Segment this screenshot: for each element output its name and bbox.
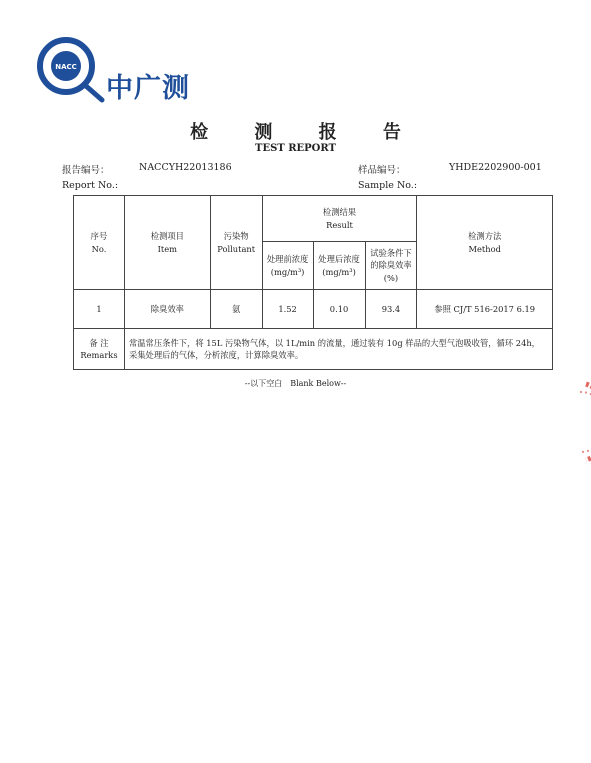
header-after: 处理后浓度 (mg/m³) bbox=[313, 242, 365, 290]
report-no-label-en: Report No.: bbox=[62, 180, 119, 191]
header-no: 序号 No. bbox=[74, 196, 125, 290]
header-method: 检测方法 Method bbox=[417, 196, 553, 290]
cell-pollutant: 氨 bbox=[210, 290, 262, 329]
svg-text:NACC: NACC bbox=[55, 63, 77, 71]
remarks-row bbox=[74, 329, 553, 370]
red-seal-stamp-icon bbox=[540, 372, 591, 472]
sample-no-value: YHDE2202900-001 bbox=[449, 162, 542, 173]
logo-name: 中广测 bbox=[106, 73, 190, 104]
blank-below-note: --以下空白 Blank Below-- bbox=[244, 379, 347, 388]
header-item: 检测项目 Item bbox=[124, 196, 210, 290]
header-result: 检测结果 Result bbox=[262, 196, 417, 242]
report-title-cn: 检 测 报 告 bbox=[190, 122, 421, 143]
remarks-label: 备 注 Remarks bbox=[74, 329, 125, 370]
report-no-label-cn: 报告编号： bbox=[62, 165, 110, 176]
cell-after: 0.10 bbox=[313, 290, 365, 329]
header-before: 处理前浓度 (mg/m³) bbox=[262, 242, 313, 290]
table-row bbox=[74, 290, 553, 329]
cell-no: 1 bbox=[74, 290, 125, 329]
report-no-value: NACCYH22013186 bbox=[139, 162, 232, 173]
header-pollutant: 污染物 Pollutant bbox=[210, 196, 262, 290]
sample-no-label-cn: 样品编号： bbox=[358, 165, 406, 176]
cell-rate: 93.4 bbox=[365, 290, 417, 329]
header-rate: 试验条件下的除臭效率 (%) bbox=[365, 242, 417, 290]
table-header-row bbox=[74, 196, 553, 242]
sample-no-label-en: Sample No.: bbox=[358, 180, 418, 191]
test-result-table bbox=[73, 195, 553, 370]
report-title-en: TEST REPORT bbox=[255, 143, 336, 154]
cell-item: 除臭效率 bbox=[124, 290, 210, 329]
cell-method: 参照 CJ/T 516-2017 6.19 bbox=[417, 290, 553, 329]
remarks-text: 常温常压条件下，将 15L 污染物气体，以 1L/min 的流量，通过装有 10g 样品的大型气泡吸收管，循环 24h，采集处理后的气体，分析浓度，计算除臭效率。 bbox=[124, 329, 552, 370]
cell-before: 1.52 bbox=[262, 290, 313, 329]
